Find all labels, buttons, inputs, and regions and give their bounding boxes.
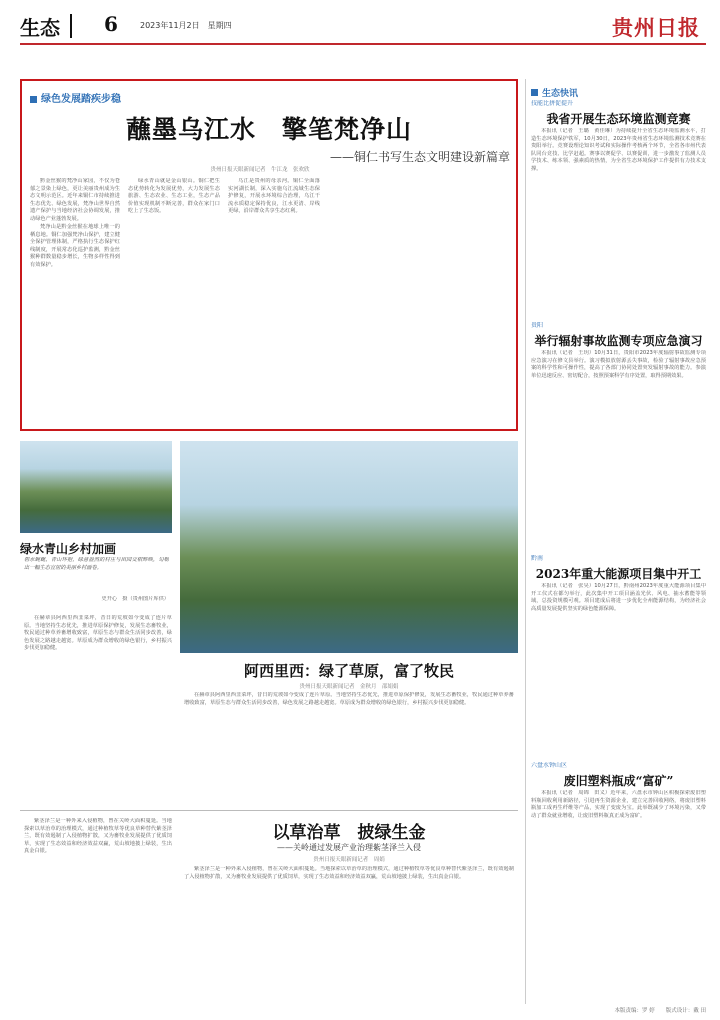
section-divider xyxy=(20,810,518,811)
feature2-column-left xyxy=(24,615,172,805)
feature2-paragraph: 在赫章县阿西里西韭菜坪，昔日的荒坡如今变成了连片草原。当地坚持生态优先，推进草原保护修复，发展生态畜牧业，牧民通过种草养畜增收致富，草原生态与群众生活同步改善，绿色发展之路越走越宽。草原成为群众增收的绿色银行，乡村振兴步伐更加稳健。 xyxy=(24,615,172,651)
feature3-subtitle: ——关岭通过发展产业治理紫茎泽兰入侵 xyxy=(277,843,421,852)
feature3-paragraph: 紫茎泽兰是一种外来入侵植物，曾在关岭大面积蔓延。当地探索以草治草的治理模式，通过种植牧草等优良草种替代紫茎泽兰，既有效遏制了入侵植物扩散，又为畜牧业发展提供了优质饲草，实现了生态效益和经济效益双赢，荒山坡地披上绿装，生出真金白银。 xyxy=(24,818,172,854)
sidebar-paragraph: 本报讯（记者 王璐 黄佳琳）为持续提升全省生态环境监测水平，打造生态环境保护铁军，10月30日，2023年贵州省生态环境监测技术竞赛在贵阳举行。竞赛设理论知识考试和实际操作考核两个环节，全省各市州代表队同台竞技、比学赶超。赛事以赛促学、以赛促训，进一步激发了监测人员学技术、练本领、强素质的热情，为全省生态环境保护工作提供有力技术支撑。 xyxy=(531,128,706,172)
photo-caption: 碧水蜿蜒，青山环抱，绿意盎然的村庄与田园交相辉映，勾勒出一幅生态宜居的美丽乡村画卷。 xyxy=(24,557,169,571)
lead-tag: 绿色发展踏疾步稳 xyxy=(30,90,121,105)
sidebar-headline: 举行辐射事故监测专项应急演习 xyxy=(534,334,703,348)
feature3-byline: 贵州日报天眼新闻记者 周娟 xyxy=(313,857,385,863)
sidebar-kicker: 贵阳 xyxy=(531,322,544,329)
photo-feature-title: 绿水青山乡村加画 xyxy=(20,542,117,556)
sidebar-article xyxy=(531,128,706,316)
feature3-body xyxy=(184,866,514,1004)
section-title: 生态 xyxy=(20,16,60,40)
lead-paragraph: 乌江是贵州的母亲河。铜仁全面落实河湖长制，深入实施乌江流域生态保护修复，开展水环境综合治理，乌江干流水质稳定保持优良，江水更清、岸线更绿，沿岸群众共享生态红利。 xyxy=(228,178,320,214)
grassland-photo xyxy=(180,441,518,653)
sidebar-headline: 2023年重大能源项目集中开工 xyxy=(535,567,702,581)
photo-credit: 史开心 摄（贵州图片库供） xyxy=(101,596,169,602)
lead-column-1 xyxy=(30,178,120,424)
header-rule xyxy=(20,43,706,45)
lead-headline: 蘸墨乌江水 擎笔梵净山 xyxy=(125,115,412,144)
lead-column-3 xyxy=(228,178,320,424)
landscape-photo xyxy=(20,441,172,533)
header-divider xyxy=(70,14,72,38)
sidebar-article xyxy=(531,790,706,990)
feature2-byline: 贵州日报天眼新闻记者 金秋月 邵娟娟 xyxy=(299,684,399,690)
newspaper-logo: 贵州日报 xyxy=(612,15,700,40)
sidebar-paragraph: 本报讯（记者 张昊）10月27日，黔南州2023年度重大能源项目集中开工仪式在都匀举行，此次集中开工项目涵盖光伏、风电、抽水蓄能等领域，总投资规模可观。项目建成后将进一步优化全州能源结构，为经济社会高质量发展提供坚实的绿色能源保障。 xyxy=(531,583,706,612)
sidebar-kicker: 黔南 xyxy=(531,555,544,562)
sidebar-kicker: 技能比拼促提升 xyxy=(531,100,574,107)
issue-date: 2023年11月2日 星期四 xyxy=(140,21,232,30)
feature2-body xyxy=(184,692,514,804)
sidebar-divider xyxy=(525,79,526,1004)
feature2-headline: 阿西里西：绿了草原，富了牧民 xyxy=(243,662,454,680)
feature3-column-left xyxy=(24,818,172,1004)
lead-paragraph: 绿水青山就是金山银山。铜仁把生态优势转化为发展优势，大力发展生态旅游、生态农业、生态工业，生态产品价值实现机制不断完善，群众在家门口吃上了生态饭。 xyxy=(128,178,220,214)
sidebar-article xyxy=(531,350,706,548)
sidebar-paragraph: 本报讯（记者 王玥）10月31日，贵阳市2023年度辐射事故监测专项应急演习在修文县举行。演习模拟放射源丢失事故，检验了辐射事故应急预案的科学性和可操作性，提高了各部门协同处置突发辐射事故的能力。参演单位迅速反应、密切配合，按照预案科学有序处置，取得预期效果。 xyxy=(531,350,706,379)
feature3-headline: 以草治草 披绿生金 xyxy=(272,823,426,843)
sidebar-article xyxy=(531,583,706,758)
sidebar-headline: 我省开展生态环境监测竞赛 xyxy=(546,112,691,126)
lead-paragraph: 黔金丝猴的梵净山家园，不仅为苍郁之景染上绿色，更让美丽贵州成为生态文明示范区。近年来铜仁市持续推进生态优先、绿色发展，梵净山世界自然遗产保护与当地经济社会协调发展，推动绿色产业蓬勃发展。 xyxy=(30,178,120,222)
feature3-paragraph: 紫茎泽兰是一种外来入侵植物，曾在关岭大面积蔓延。当地探索以草治草的治理模式，通过种植牧草等优良草种替代紫茎泽兰，既有效遏制了入侵植物扩散，又为畜牧业发展提供了优质饲草，实现了生态效益和经济效益双赢，荒山坡地披上绿装，生出真金白银。 xyxy=(184,866,514,880)
lead-subtitle: ——铜仁书写生态文明建设新篇章 xyxy=(329,150,510,164)
lead-column-2 xyxy=(128,178,220,424)
sidebar-title: 生态快讯 xyxy=(531,86,578,99)
feature2-paragraph: 在赫章县阿西里西韭菜坪，昔日的荒坡如今变成了连片草原。当地坚持生态优先，推进草原保护修复，发展生态畜牧业，牧民通过种草养畜增收致富，草原生态与群众生活同步改善，绿色发展之路越走越宽。草原成为群众增收的绿色银行，乡村振兴步伐更加稳健。 xyxy=(184,692,514,706)
sidebar-kicker: 六盘水钟山区 xyxy=(531,762,568,769)
sidebar-headline: 废旧塑料瓶成“富矿” xyxy=(563,774,674,788)
sidebar-paragraph: 本报讯（记者 周锦 田义）近年来，六盘水市钟山区积极探索废旧塑料瓶回收利用新路径，引进再生资源企业，建立完善回收网络，将废旧塑料瓶加工成再生纤维等产品，实现了变废为宝。此举既减少了环境污染，又带动了群众就业增收，让废旧塑料瓶真正成为富矿。 xyxy=(531,790,706,819)
lead-byline: 贵州日报天眼新闻记者 牛江龙 张欢欣 xyxy=(210,167,310,173)
page-number: 6 xyxy=(104,12,118,36)
lead-paragraph: 梵净山是黔金丝猴在地球上唯一的栖息地。铜仁加强梵净山保护，建立健全保护管理体制，严格执行生态保护红线制度，开展常态化巡护监测，黔金丝猴种群数量稳步增长，生物多样性得到有效保护。 xyxy=(30,224,120,268)
footer-credits: 本版责编：罗 婷 版式设计：戴 田 xyxy=(614,1008,706,1014)
